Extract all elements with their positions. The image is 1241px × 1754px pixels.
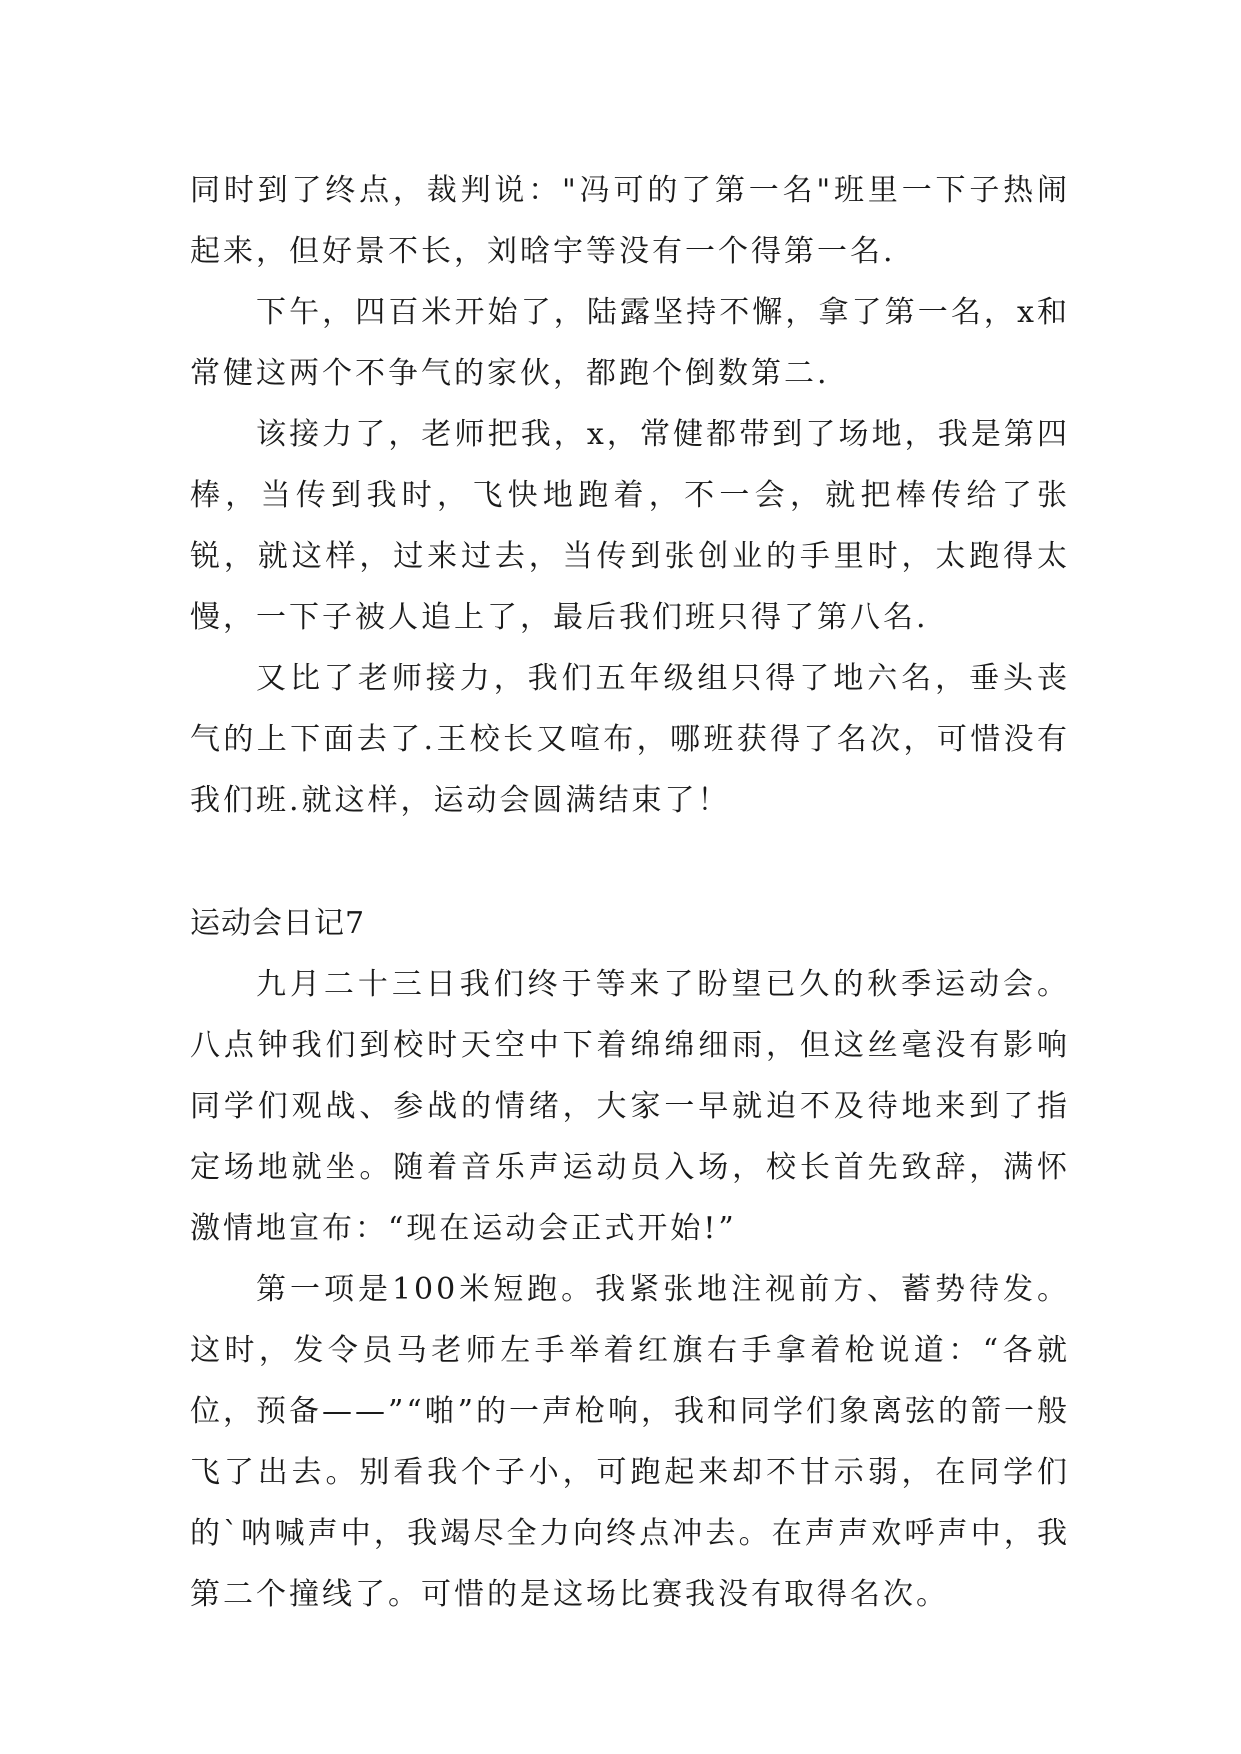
- paragraph-race-result: 同时到了终点，裁判说："冯可的了第一名"班里一下子热闹起来，但好景不长，刘晗宇等没有一个得第一名.: [190, 173, 1070, 269]
- paragraph-100m: 第一项是100米短跑。我紧张地注视前方、蓄势待发。这时，发令员马老师左手举着红旗右手拿着枪说道：“各就位，预备——”“啪”的一声枪响，我和同学们象离弦的箭一般飞了出去。别看我个子小，可跑起来却不甘示弱，在同学们的`呐喊声中，我竭尽全力向终点冲去。在声声欢呼声中，我第二个撞线了。可惜的是这场比赛我没有取得名次。: [190, 1272, 1071, 1612]
- document-body: [190, 160, 1070, 1625]
- paragraph-relay: 该接力了，老师把我，x，常健都带到了场地，我是第四棒，当传到我时，飞快地跑着，不一会，就把棒传给了张锐，就这样，过来过去，当传到张创业的手里时，太跑得太慢，一下子被人追上了，最后我们班只得了第八名.: [190, 417, 1070, 635]
- paragraph-400m: 下午，四百米开始了，陆露坚持不懈，拿了第一名，x和常健这两个不争气的家伙，都跑个倒数第二.: [190, 295, 1070, 391]
- paragraph-opening: 九月二十三日我们终于等来了盼望已久的秋季运动会。八点钟我们到校时天空中下着绵绵细雨，但这丝毫没有影响同学们观战、参战的情绪，大家一早就迫不及待地来到了指定场地就坐。随着音乐声运动员入场，校长首先致辞，满怀激情地宣布：“现在运动会正式开始!”: [190, 967, 1070, 1246]
- paragraph-teacher-relay: 又比了老师接力，我们五年级组只得了地六名，垂头丧气的上下面去了.王校长又喧布，哪班获得了名次，可惜没有我们班.就这样，运动会圆满结束了！: [190, 661, 1070, 818]
- section-gap: [190, 831, 1070, 893]
- section-title: 运动会日记7: [190, 906, 366, 941]
